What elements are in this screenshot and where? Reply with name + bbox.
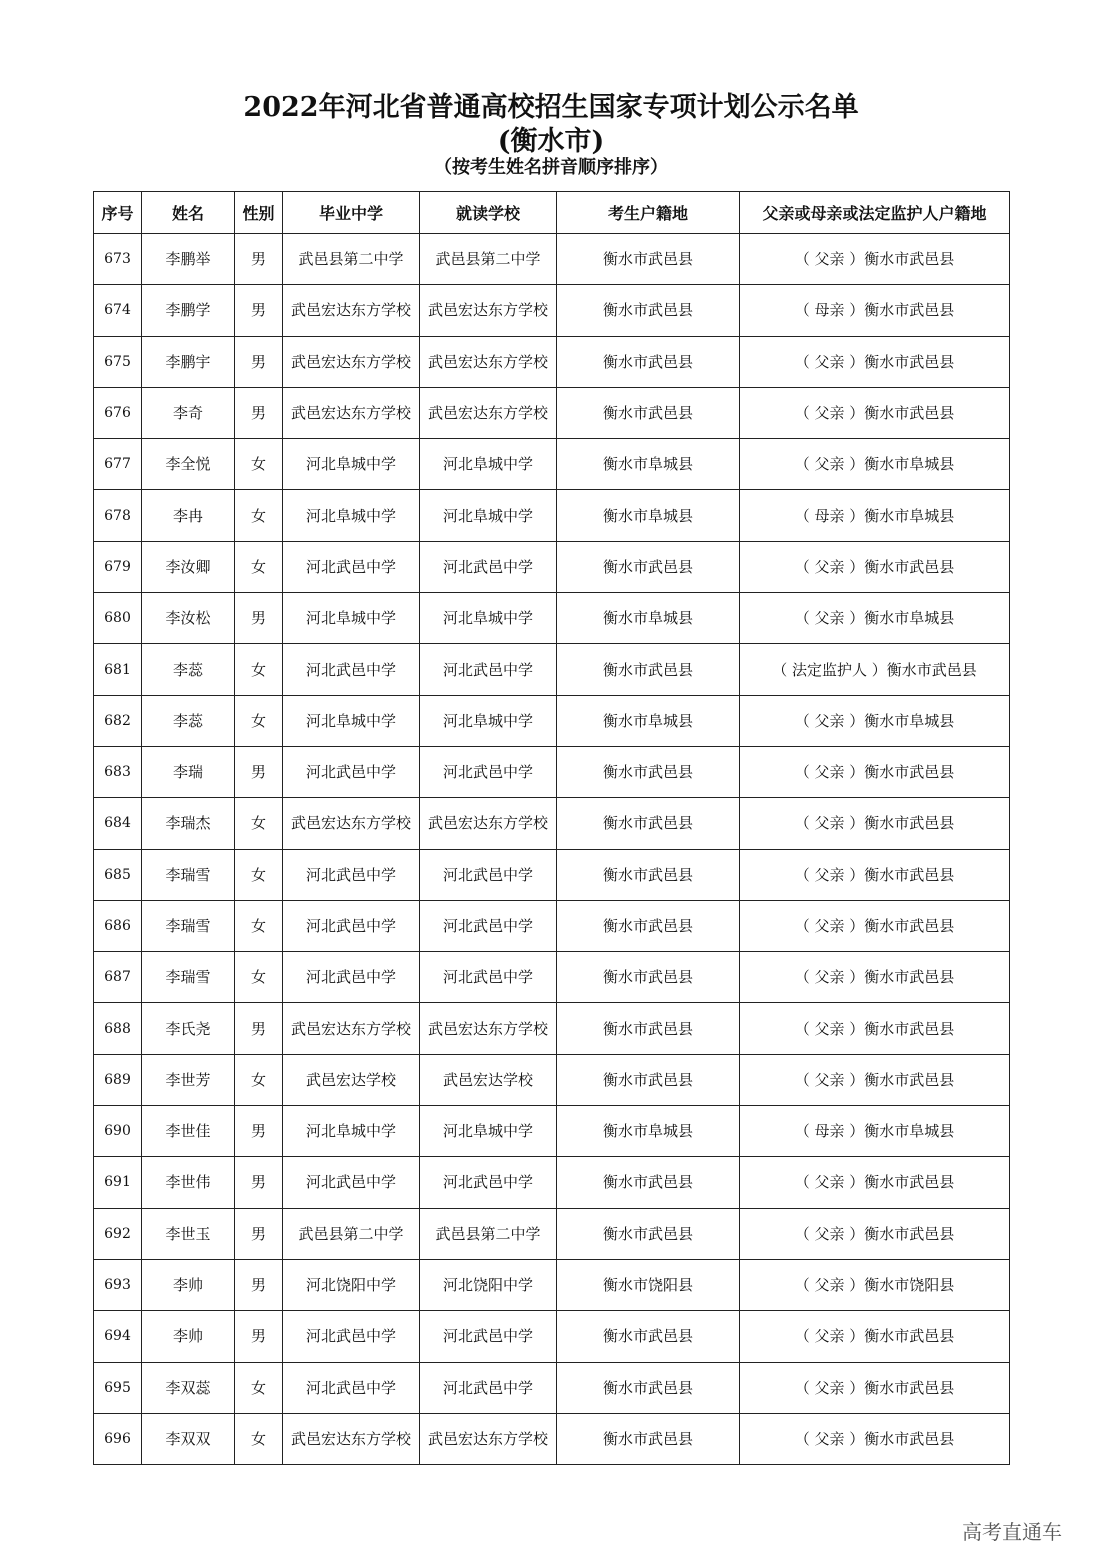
cell-household: 衡水市武邑县: [557, 1208, 740, 1259]
cell-seq: 682: [94, 695, 142, 746]
cell-seq: 678: [94, 490, 142, 541]
cell-guardian-household: （ 父亲 ）衡水市阜城县: [740, 439, 1010, 490]
table-header: [94, 192, 1010, 234]
table-row: [94, 1311, 1010, 1362]
cell-household: 衡水市武邑县: [557, 234, 740, 285]
cell-seq: 685: [94, 849, 142, 900]
cell-gender: 女: [235, 900, 283, 951]
cell-gender: 男: [235, 285, 283, 336]
col-header-current-school: 就读学校: [420, 192, 557, 234]
cell-grad-school: 武邑宏达东方学校: [283, 798, 420, 849]
cell-guardian-household: （ 父亲 ）衡水市武邑县: [740, 849, 1010, 900]
table-row: [94, 1208, 1010, 1259]
col-header-gender: 性别: [235, 192, 283, 234]
cell-current-school: 武邑宏达东方学校: [420, 798, 557, 849]
cell-grad-school: 河北阜城中学: [283, 593, 420, 644]
cell-gender: 男: [235, 1106, 283, 1157]
table-row: [94, 387, 1010, 438]
cell-household: 衡水市阜城县: [557, 593, 740, 644]
cell-seq: 684: [94, 798, 142, 849]
cell-guardian-household: （ 父亲 ）衡水市武邑县: [740, 900, 1010, 951]
cell-household: 衡水市武邑县: [557, 1054, 740, 1105]
cell-grad-school: 河北武邑中学: [283, 900, 420, 951]
cell-guardian-household: （ 父亲 ）衡水市阜城县: [740, 695, 1010, 746]
cell-guardian-household: （ 父亲 ）衡水市武邑县: [740, 1208, 1010, 1259]
cell-name: 李世佳: [142, 1106, 235, 1157]
cell-seq: 696: [94, 1413, 142, 1464]
cell-guardian-household: （ 父亲 ）衡水市武邑县: [740, 387, 1010, 438]
cell-seq: 689: [94, 1054, 142, 1105]
cell-guardian-household: （ 父亲 ）衡水市饶阳县: [740, 1259, 1010, 1310]
cell-gender: 女: [235, 1054, 283, 1105]
cell-grad-school: 河北阜城中学: [283, 490, 420, 541]
cell-current-school: 河北阜城中学: [420, 490, 557, 541]
cell-seq: 690: [94, 1106, 142, 1157]
cell-gender: 女: [235, 849, 283, 900]
cell-gender: 女: [235, 644, 283, 695]
cell-household: 衡水市阜城县: [557, 439, 740, 490]
table-row: [94, 952, 1010, 1003]
cell-gender: 女: [235, 695, 283, 746]
cell-name: 李蕊: [142, 695, 235, 746]
cell-current-school: 河北武邑中学: [420, 1362, 557, 1413]
cell-grad-school: 河北武邑中学: [283, 746, 420, 797]
cell-guardian-household: （ 父亲 ）衡水市武邑县: [740, 1311, 1010, 1362]
cell-household: 衡水市武邑县: [557, 746, 740, 797]
cell-current-school: 武邑县第二中学: [420, 234, 557, 285]
cell-name: 李汝卿: [142, 541, 235, 592]
cell-seq: 674: [94, 285, 142, 336]
cell-current-school: 河北阜城中学: [420, 695, 557, 746]
table-row: [94, 644, 1010, 695]
cell-guardian-household: （ 父亲 ）衡水市武邑县: [740, 1413, 1010, 1464]
table-body: [94, 234, 1010, 1465]
cell-name: 李奇: [142, 387, 235, 438]
cell-name: 李氏尧: [142, 1003, 235, 1054]
cell-grad-school: 河北阜城中学: [283, 695, 420, 746]
table-row: [94, 285, 1010, 336]
cell-gender: 女: [235, 798, 283, 849]
cell-seq: 694: [94, 1311, 142, 1362]
table-row: [94, 695, 1010, 746]
cell-name: 李鹏宇: [142, 336, 235, 387]
table-row: [94, 849, 1010, 900]
cell-seq: 687: [94, 952, 142, 1003]
cell-household: 衡水市武邑县: [557, 285, 740, 336]
cell-name: 李帅: [142, 1311, 235, 1362]
table-row: [94, 1106, 1010, 1157]
table-row: [94, 1413, 1010, 1464]
cell-household: 衡水市武邑县: [557, 336, 740, 387]
cell-household: 衡水市武邑县: [557, 900, 740, 951]
cell-seq: 693: [94, 1259, 142, 1310]
cell-current-school: 河北阜城中学: [420, 593, 557, 644]
cell-grad-school: 河北武邑中学: [283, 952, 420, 1003]
cell-seq: 679: [94, 541, 142, 592]
cell-seq: 680: [94, 593, 142, 644]
cell-name: 李瑞雪: [142, 900, 235, 951]
cell-grad-school: 河北武邑中学: [283, 1157, 420, 1208]
cell-name: 李蕊: [142, 644, 235, 695]
cell-current-school: 河北武邑中学: [420, 644, 557, 695]
watermark: 高考直通车: [962, 1520, 1062, 1544]
cell-current-school: 武邑宏达东方学校: [420, 1003, 557, 1054]
page-subtitle: (衡水市): [497, 126, 605, 157]
cell-grad-school: 河北饶阳中学: [283, 1259, 420, 1310]
cell-current-school: 河北武邑中学: [420, 1311, 557, 1362]
cell-guardian-household: （ 父亲 ）衡水市武邑县: [740, 1362, 1010, 1413]
col-header-seq: 序号: [94, 192, 142, 234]
cell-household: 衡水市阜城县: [557, 695, 740, 746]
cell-grad-school: 武邑宏达学校: [283, 1054, 420, 1105]
table-row: [94, 900, 1010, 951]
cell-current-school: 河北武邑中学: [420, 849, 557, 900]
table-row: [94, 798, 1010, 849]
table-row: [94, 1054, 1010, 1105]
cell-grad-school: 河北阜城中学: [283, 439, 420, 490]
cell-seq: 695: [94, 1362, 142, 1413]
cell-current-school: 武邑宏达东方学校: [420, 387, 557, 438]
cell-gender: 男: [235, 1311, 283, 1362]
cell-name: 李汝松: [142, 593, 235, 644]
cell-gender: 女: [235, 439, 283, 490]
cell-household: 衡水市武邑县: [557, 952, 740, 1003]
cell-guardian-household: （ 母亲 ）衡水市阜城县: [740, 490, 1010, 541]
cell-current-school: 河北武邑中学: [420, 1157, 557, 1208]
table-row: [94, 593, 1010, 644]
cell-gender: 女: [235, 541, 283, 592]
cell-household: 衡水市阜城县: [557, 1106, 740, 1157]
cell-name: 李双蕊: [142, 1362, 235, 1413]
cell-current-school: 武邑宏达东方学校: [420, 285, 557, 336]
col-header-household: 考生户籍地: [557, 192, 740, 234]
cell-gender: 女: [235, 1413, 283, 1464]
cell-household: 衡水市武邑县: [557, 1362, 740, 1413]
cell-name: 李瑞雪: [142, 849, 235, 900]
table-row: [94, 541, 1010, 592]
cell-grad-school: 河北武邑中学: [283, 644, 420, 695]
cell-seq: 676: [94, 387, 142, 438]
cell-guardian-household: （ 父亲 ）衡水市阜城县: [740, 593, 1010, 644]
col-header-name: 姓名: [142, 192, 235, 234]
cell-household: 衡水市武邑县: [557, 1413, 740, 1464]
cell-gender: 男: [235, 1208, 283, 1259]
cell-guardian-household: （ 父亲 ）衡水市武邑县: [740, 1003, 1010, 1054]
cell-grad-school: 河北武邑中学: [283, 541, 420, 592]
cell-household: 衡水市武邑县: [557, 1157, 740, 1208]
cell-seq: 673: [94, 234, 142, 285]
table-row: [94, 1157, 1010, 1208]
cell-grad-school: 河北阜城中学: [283, 1106, 420, 1157]
cell-household: 衡水市阜城县: [557, 490, 740, 541]
cell-grad-school: 武邑县第二中学: [283, 234, 420, 285]
cell-gender: 男: [235, 336, 283, 387]
cell-gender: 女: [235, 1362, 283, 1413]
cell-seq: 692: [94, 1208, 142, 1259]
cell-name: 李瑞: [142, 746, 235, 797]
cell-grad-school: 武邑宏达东方学校: [283, 285, 420, 336]
cell-current-school: 武邑宏达学校: [420, 1054, 557, 1105]
cell-current-school: 河北武邑中学: [420, 952, 557, 1003]
cell-seq: 675: [94, 336, 142, 387]
cell-seq: 686: [94, 900, 142, 951]
cell-gender: 男: [235, 1157, 283, 1208]
table-row: [94, 1259, 1010, 1310]
cell-current-school: 河北武邑中学: [420, 746, 557, 797]
cell-seq: 681: [94, 644, 142, 695]
cell-seq: 688: [94, 1003, 142, 1054]
cell-current-school: 武邑宏达东方学校: [420, 336, 557, 387]
cell-current-school: 河北武邑中学: [420, 900, 557, 951]
cell-gender: 男: [235, 234, 283, 285]
cell-household: 衡水市武邑县: [557, 798, 740, 849]
cell-guardian-household: （ 父亲 ）衡水市武邑县: [740, 746, 1010, 797]
cell-grad-school: 河北武邑中学: [283, 849, 420, 900]
cell-gender: 女: [235, 952, 283, 1003]
cell-name: 李冉: [142, 490, 235, 541]
cell-name: 李双双: [142, 1413, 235, 1464]
cell-name: 李鹏学: [142, 285, 235, 336]
cell-grad-school: 武邑宏达东方学校: [283, 336, 420, 387]
table-row: [94, 1003, 1010, 1054]
cell-household: 衡水市武邑县: [557, 1311, 740, 1362]
cell-guardian-household: （ 父亲 ）衡水市武邑县: [740, 798, 1010, 849]
cell-grad-school: 武邑宏达东方学校: [283, 1003, 420, 1054]
table-row: [94, 439, 1010, 490]
cell-name: 李全悦: [142, 439, 235, 490]
cell-current-school: 武邑宏达东方学校: [420, 1413, 557, 1464]
cell-guardian-household: （ 母亲 ）衡水市武邑县: [740, 285, 1010, 336]
cell-household: 衡水市武邑县: [557, 849, 740, 900]
cell-name: 李帅: [142, 1259, 235, 1310]
col-header-grad-school: 毕业中学: [283, 192, 420, 234]
cell-guardian-household: （ 父亲 ）衡水市武邑县: [740, 541, 1010, 592]
cell-name: 李鹏举: [142, 234, 235, 285]
cell-guardian-household: （ 父亲 ）衡水市武邑县: [740, 1157, 1010, 1208]
cell-grad-school: 河北武邑中学: [283, 1311, 420, 1362]
cell-guardian-household: （ 法定监护人 ）衡水市武邑县: [740, 644, 1010, 695]
cell-name: 李世玉: [142, 1208, 235, 1259]
cell-current-school: 河北饶阳中学: [420, 1259, 557, 1310]
cell-guardian-household: （ 父亲 ）衡水市武邑县: [740, 1054, 1010, 1105]
cell-household: 衡水市饶阳县: [557, 1259, 740, 1310]
cell-gender: 男: [235, 593, 283, 644]
page-title: 2022年河北省普通高校招生国家专项计划公示名单: [243, 92, 859, 123]
cell-household: 衡水市武邑县: [557, 387, 740, 438]
cell-current-school: 武邑县第二中学: [420, 1208, 557, 1259]
cell-guardian-household: （ 父亲 ）衡水市武邑县: [740, 234, 1010, 285]
cell-gender: 男: [235, 746, 283, 797]
table-row: [94, 1362, 1010, 1413]
cell-gender: 男: [235, 1259, 283, 1310]
table-row: [94, 234, 1010, 285]
cell-name: 李世芳: [142, 1054, 235, 1105]
cell-current-school: 河北阜城中学: [420, 439, 557, 490]
cell-gender: 女: [235, 490, 283, 541]
cell-grad-school: 武邑县第二中学: [283, 1208, 420, 1259]
cell-guardian-household: （ 父亲 ）衡水市武邑县: [740, 952, 1010, 1003]
cell-name: 李瑞杰: [142, 798, 235, 849]
cell-seq: 677: [94, 439, 142, 490]
cell-grad-school: 武邑宏达东方学校: [283, 387, 420, 438]
cell-household: 衡水市武邑县: [557, 541, 740, 592]
cell-gender: 男: [235, 1003, 283, 1054]
table-row: [94, 336, 1010, 387]
cell-guardian-household: （ 母亲 ）衡水市阜城县: [740, 1106, 1010, 1157]
cell-seq: 691: [94, 1157, 142, 1208]
cell-current-school: 河北武邑中学: [420, 541, 557, 592]
cell-name: 李世伟: [142, 1157, 235, 1208]
sort-note: （按考生姓名拼音顺序排序）: [434, 157, 668, 178]
col-header-guardian-household: 父亲或母亲或法定监护人户籍地: [740, 192, 1010, 234]
cell-seq: 683: [94, 746, 142, 797]
table-row: [94, 746, 1010, 797]
cell-household: 衡水市武邑县: [557, 1003, 740, 1054]
cell-current-school: 河北阜城中学: [420, 1106, 557, 1157]
cell-grad-school: 武邑宏达东方学校: [283, 1413, 420, 1464]
table-row: [94, 490, 1010, 541]
roster-table: [93, 191, 1010, 1465]
cell-name: 李瑞雪: [142, 952, 235, 1003]
cell-gender: 男: [235, 387, 283, 438]
cell-guardian-household: （ 父亲 ）衡水市武邑县: [740, 336, 1010, 387]
cell-grad-school: 河北武邑中学: [283, 1362, 420, 1413]
cell-household: 衡水市武邑县: [557, 644, 740, 695]
